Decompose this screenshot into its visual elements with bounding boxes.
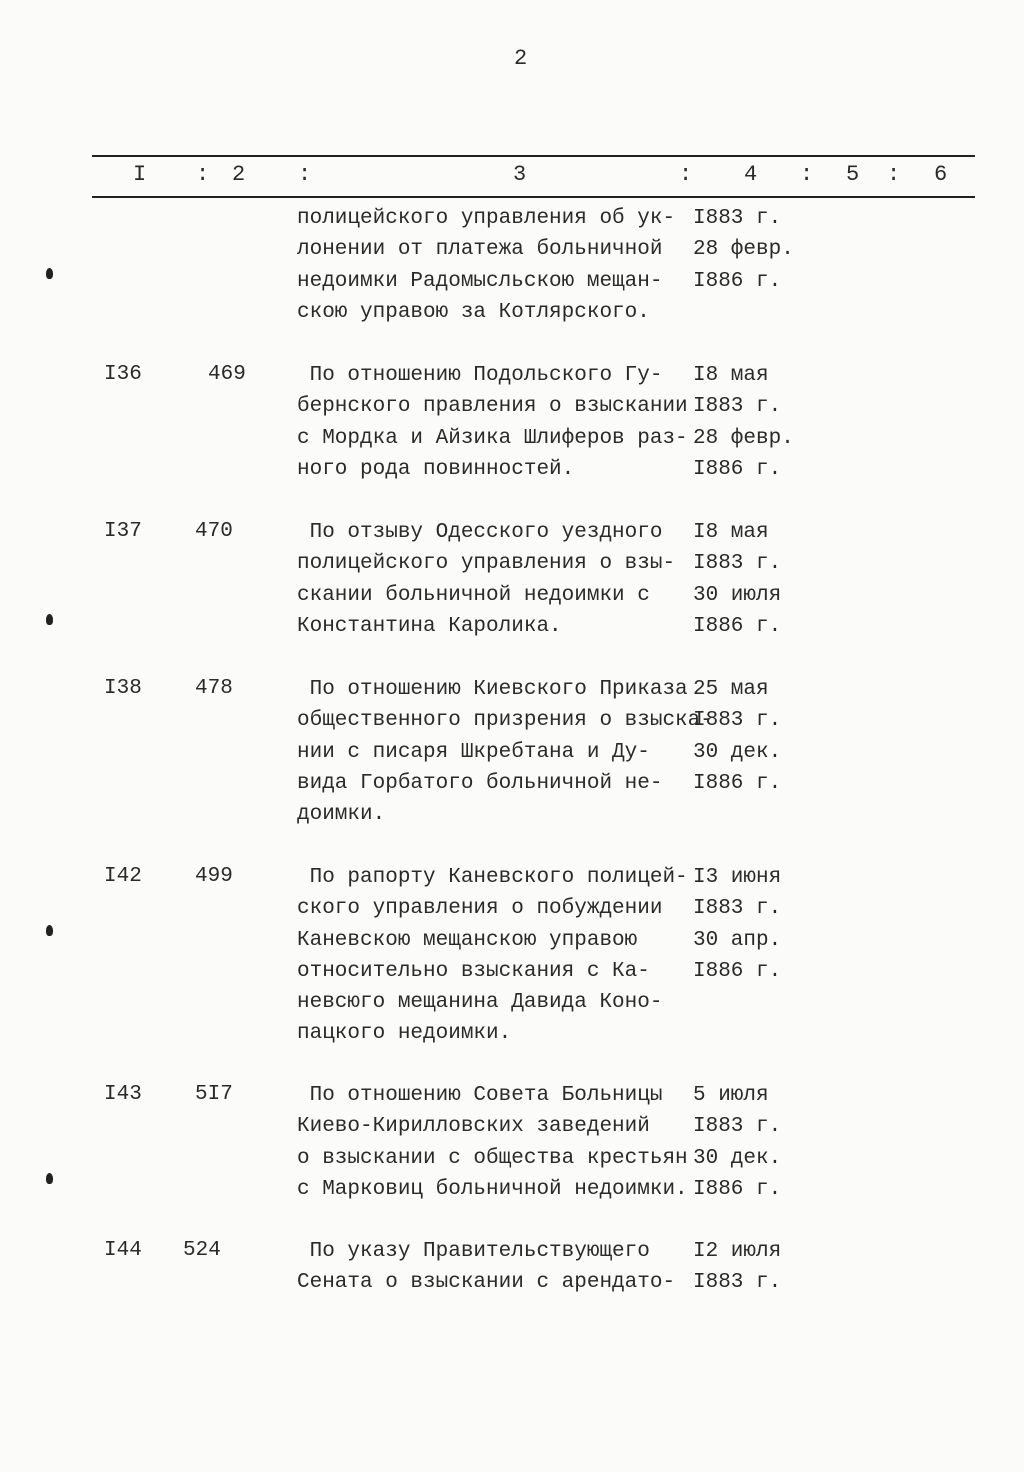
date-text: I886 г. (693, 269, 782, 293)
description-text: пацкого недоимки. (297, 1022, 512, 1046)
date-text: 30 июля (693, 583, 782, 607)
date-text: I883 г. (693, 207, 782, 230)
column-header: 6 (934, 162, 948, 187)
column-header: 2 (232, 162, 246, 187)
description-text: По указу Правительствующего (297, 1240, 650, 1263)
description-text: По отношению Совета Больницы (297, 1084, 663, 1107)
case-number: 469 (208, 363, 246, 386)
description-text: По рапорту Каневского полицей- (297, 866, 688, 889)
description-text: нии с писаря Шкребтана и Ду- (297, 740, 650, 764)
description-text: недоимки Радомысльскою мещан- (297, 269, 663, 293)
entry-number: I44 (104, 1239, 142, 1262)
case-number: 5I7 (195, 1083, 233, 1106)
description-text: По отзыву Одесского уездного (297, 521, 663, 544)
column-separator: : (887, 162, 901, 187)
date-text: I886 г. (693, 457, 782, 481)
description-text: скании больничной недоимки с (297, 583, 650, 607)
description-text: скою управою за Котлярского. (297, 300, 650, 324)
description-text: ского управления о побуждении (297, 897, 663, 921)
description-text: Сената о взыскании с арендато- (297, 1271, 676, 1295)
description-text: о взыскании с общества крестьян (297, 1146, 688, 1170)
date-text: 25 мая (693, 678, 769, 701)
binding-hole-mark (46, 268, 53, 279)
date-text: 30 дек. (693, 740, 782, 764)
date-text: 30 апр. (693, 928, 782, 952)
date-text: I2 июля (693, 1240, 782, 1263)
description-text: общественного призрения о взыска- (297, 709, 713, 733)
date-text: 28 февр. (693, 238, 794, 262)
description-text: По отношению Киевского Приказа (297, 678, 688, 701)
description-text: полицейского управления об ук- (297, 207, 676, 230)
description-text: бернского правления о взыскании (297, 395, 688, 419)
date-text: I883 г. (693, 897, 782, 921)
date-text: I886 г. (693, 1177, 782, 1201)
case-number: 499 (195, 865, 233, 888)
date-text: I883 г. (693, 1115, 782, 1139)
entry-number: I36 (104, 363, 142, 386)
description-text: невсюго мещанина Давида Коно- (297, 991, 663, 1015)
date-text: 5 июля (693, 1084, 769, 1107)
date-text: I883 г. (693, 709, 782, 733)
binding-hole-mark (46, 614, 53, 625)
page-number: 2 (514, 46, 528, 71)
case-number: 478 (195, 677, 233, 700)
column-separator: : (196, 162, 210, 187)
date-text: I883 г. (693, 395, 782, 419)
date-text: 28 февр. (693, 426, 794, 450)
date-text: 30 дек. (693, 1146, 782, 1170)
column-header: 4 (744, 162, 758, 187)
binding-hole-mark (46, 925, 53, 936)
description-text: вида Горбатого больничной не- (297, 771, 663, 795)
date-text: I883 г. (693, 1271, 782, 1295)
description-text: с Мордка и Айзика Шлиферов раз- (297, 426, 688, 450)
description-text: ного рода повинностей. (297, 457, 575, 481)
description-text: Киево-Кирилловских заведений (297, 1115, 650, 1139)
description-text: Каневскою мещанскою управою (297, 928, 638, 952)
case-number: 470 (195, 520, 233, 543)
description-text: лонении от платежа больничной (297, 238, 663, 262)
description-text: Константина Каролика. (297, 614, 562, 638)
column-separator: : (298, 162, 312, 187)
description-text: По отношению Подольского Гу- (297, 364, 663, 387)
description-text: с Марковиц больничной недоимки. (297, 1177, 688, 1201)
date-text: I3 июня (693, 866, 782, 889)
table-header-rule (92, 196, 975, 198)
entry-number: I43 (104, 1083, 142, 1106)
entry-number: I38 (104, 677, 142, 700)
date-text: I8 мая (693, 364, 769, 387)
table-top-rule (92, 155, 975, 157)
date-text: I886 г. (693, 771, 782, 795)
date-text: I886 г. (693, 959, 782, 983)
column-header: I (133, 162, 147, 187)
entry-number: I42 (104, 865, 142, 888)
column-separator: : (800, 162, 814, 187)
column-header: 5 (846, 162, 860, 187)
date-text: I8 мая (693, 521, 769, 544)
date-text: I886 г. (693, 614, 782, 638)
description-text: доимки. (297, 803, 386, 827)
column-header: 3 (513, 162, 527, 187)
description-text: относительно взыскания с Ка- (297, 959, 650, 983)
column-separator: : (679, 162, 693, 187)
entry-number: I37 (104, 520, 142, 543)
date-text: I883 г. (693, 552, 782, 576)
description-text: полицейского управления о взы- (297, 552, 676, 576)
case-number: 524 (183, 1239, 221, 1262)
binding-hole-mark (46, 1173, 53, 1184)
